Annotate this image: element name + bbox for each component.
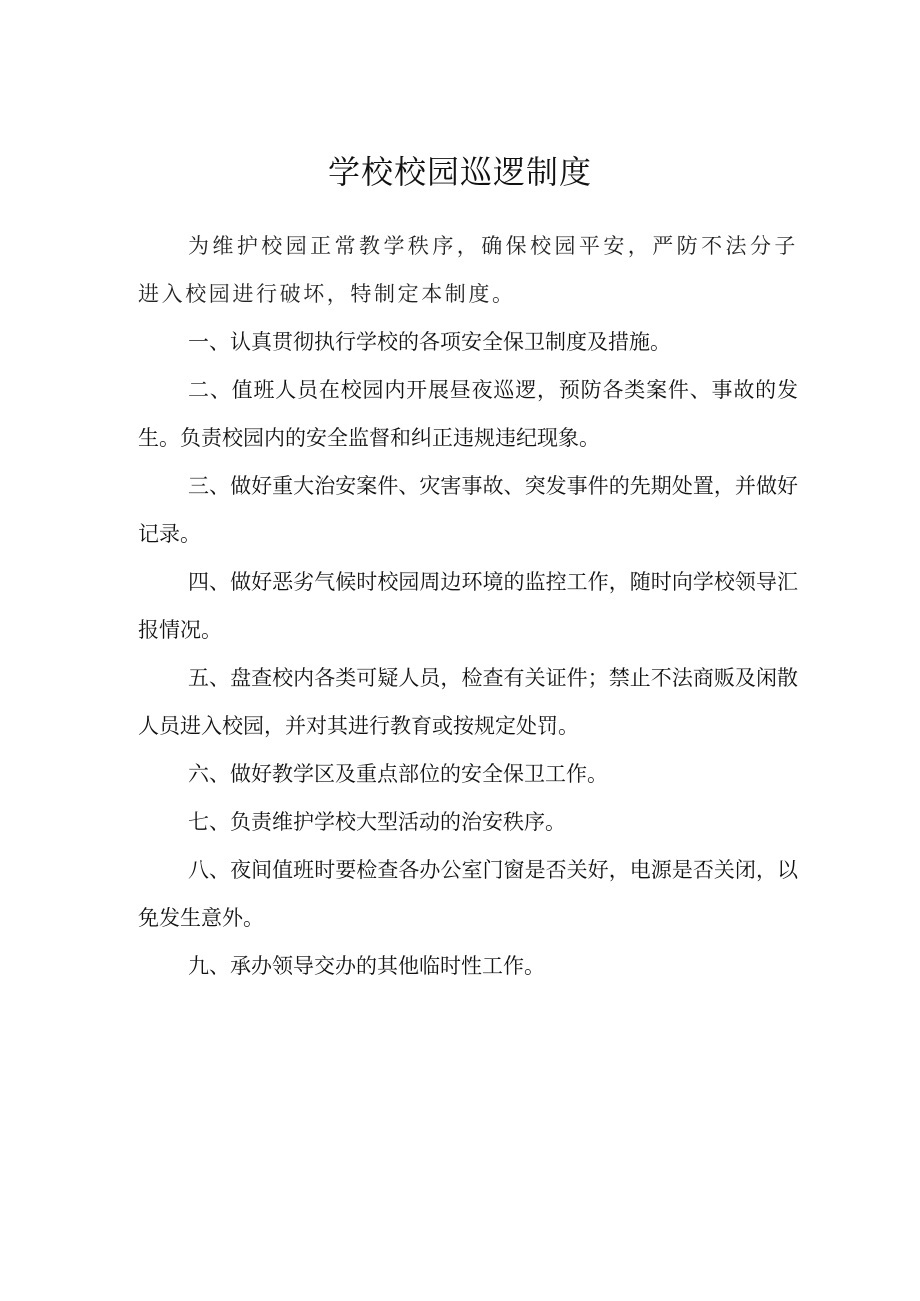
rule-item-5: 五、盘查校内各类可疑人员，检查有关证件；禁止不法商贩及闲散人员进入校园，并对其进行教育或按规定处罚。 xyxy=(138,666,798,738)
rule-item-4: 四、做好恶劣气候时校园周边环境的监控工作，随时向学校领导汇报情况。 xyxy=(138,570,798,642)
rule-item-9: 九、承办领导交办的其他临时性工作。 xyxy=(188,954,545,978)
rule-item-2: 二、值班人员在校园内开展昼夜巡逻，预防各类案件、事故的发生。负责校园内的安全监督和纠正违规违纪现象。 xyxy=(138,378,798,450)
rule-item-6: 六、做好教学区及重点部位的安全保卫工作。 xyxy=(188,762,608,786)
rule-item-8: 八、夜间值班时要检查各办公室门窗是否关好，电源是否关闭，以免发生意外。 xyxy=(138,858,798,930)
document-body xyxy=(138,222,798,990)
document-title: 学校校园巡逻制度 xyxy=(327,153,592,191)
rule-item-7: 七、负责维护学校大型活动的治安秩序。 xyxy=(188,810,566,834)
intro-paragraph: 为维护校园正常教学秩序，确保校园平安，严防不法分子进入校园进行破坏，特制定本制度。 xyxy=(138,234,798,306)
rule-item-3: 三、做好重大治安案件、灾害事故、突发事件的先期处置，并做好记录。 xyxy=(138,474,798,546)
rule-item-1: 一、认真贯彻执行学校的各项安全保卫制度及措施。 xyxy=(188,330,671,354)
